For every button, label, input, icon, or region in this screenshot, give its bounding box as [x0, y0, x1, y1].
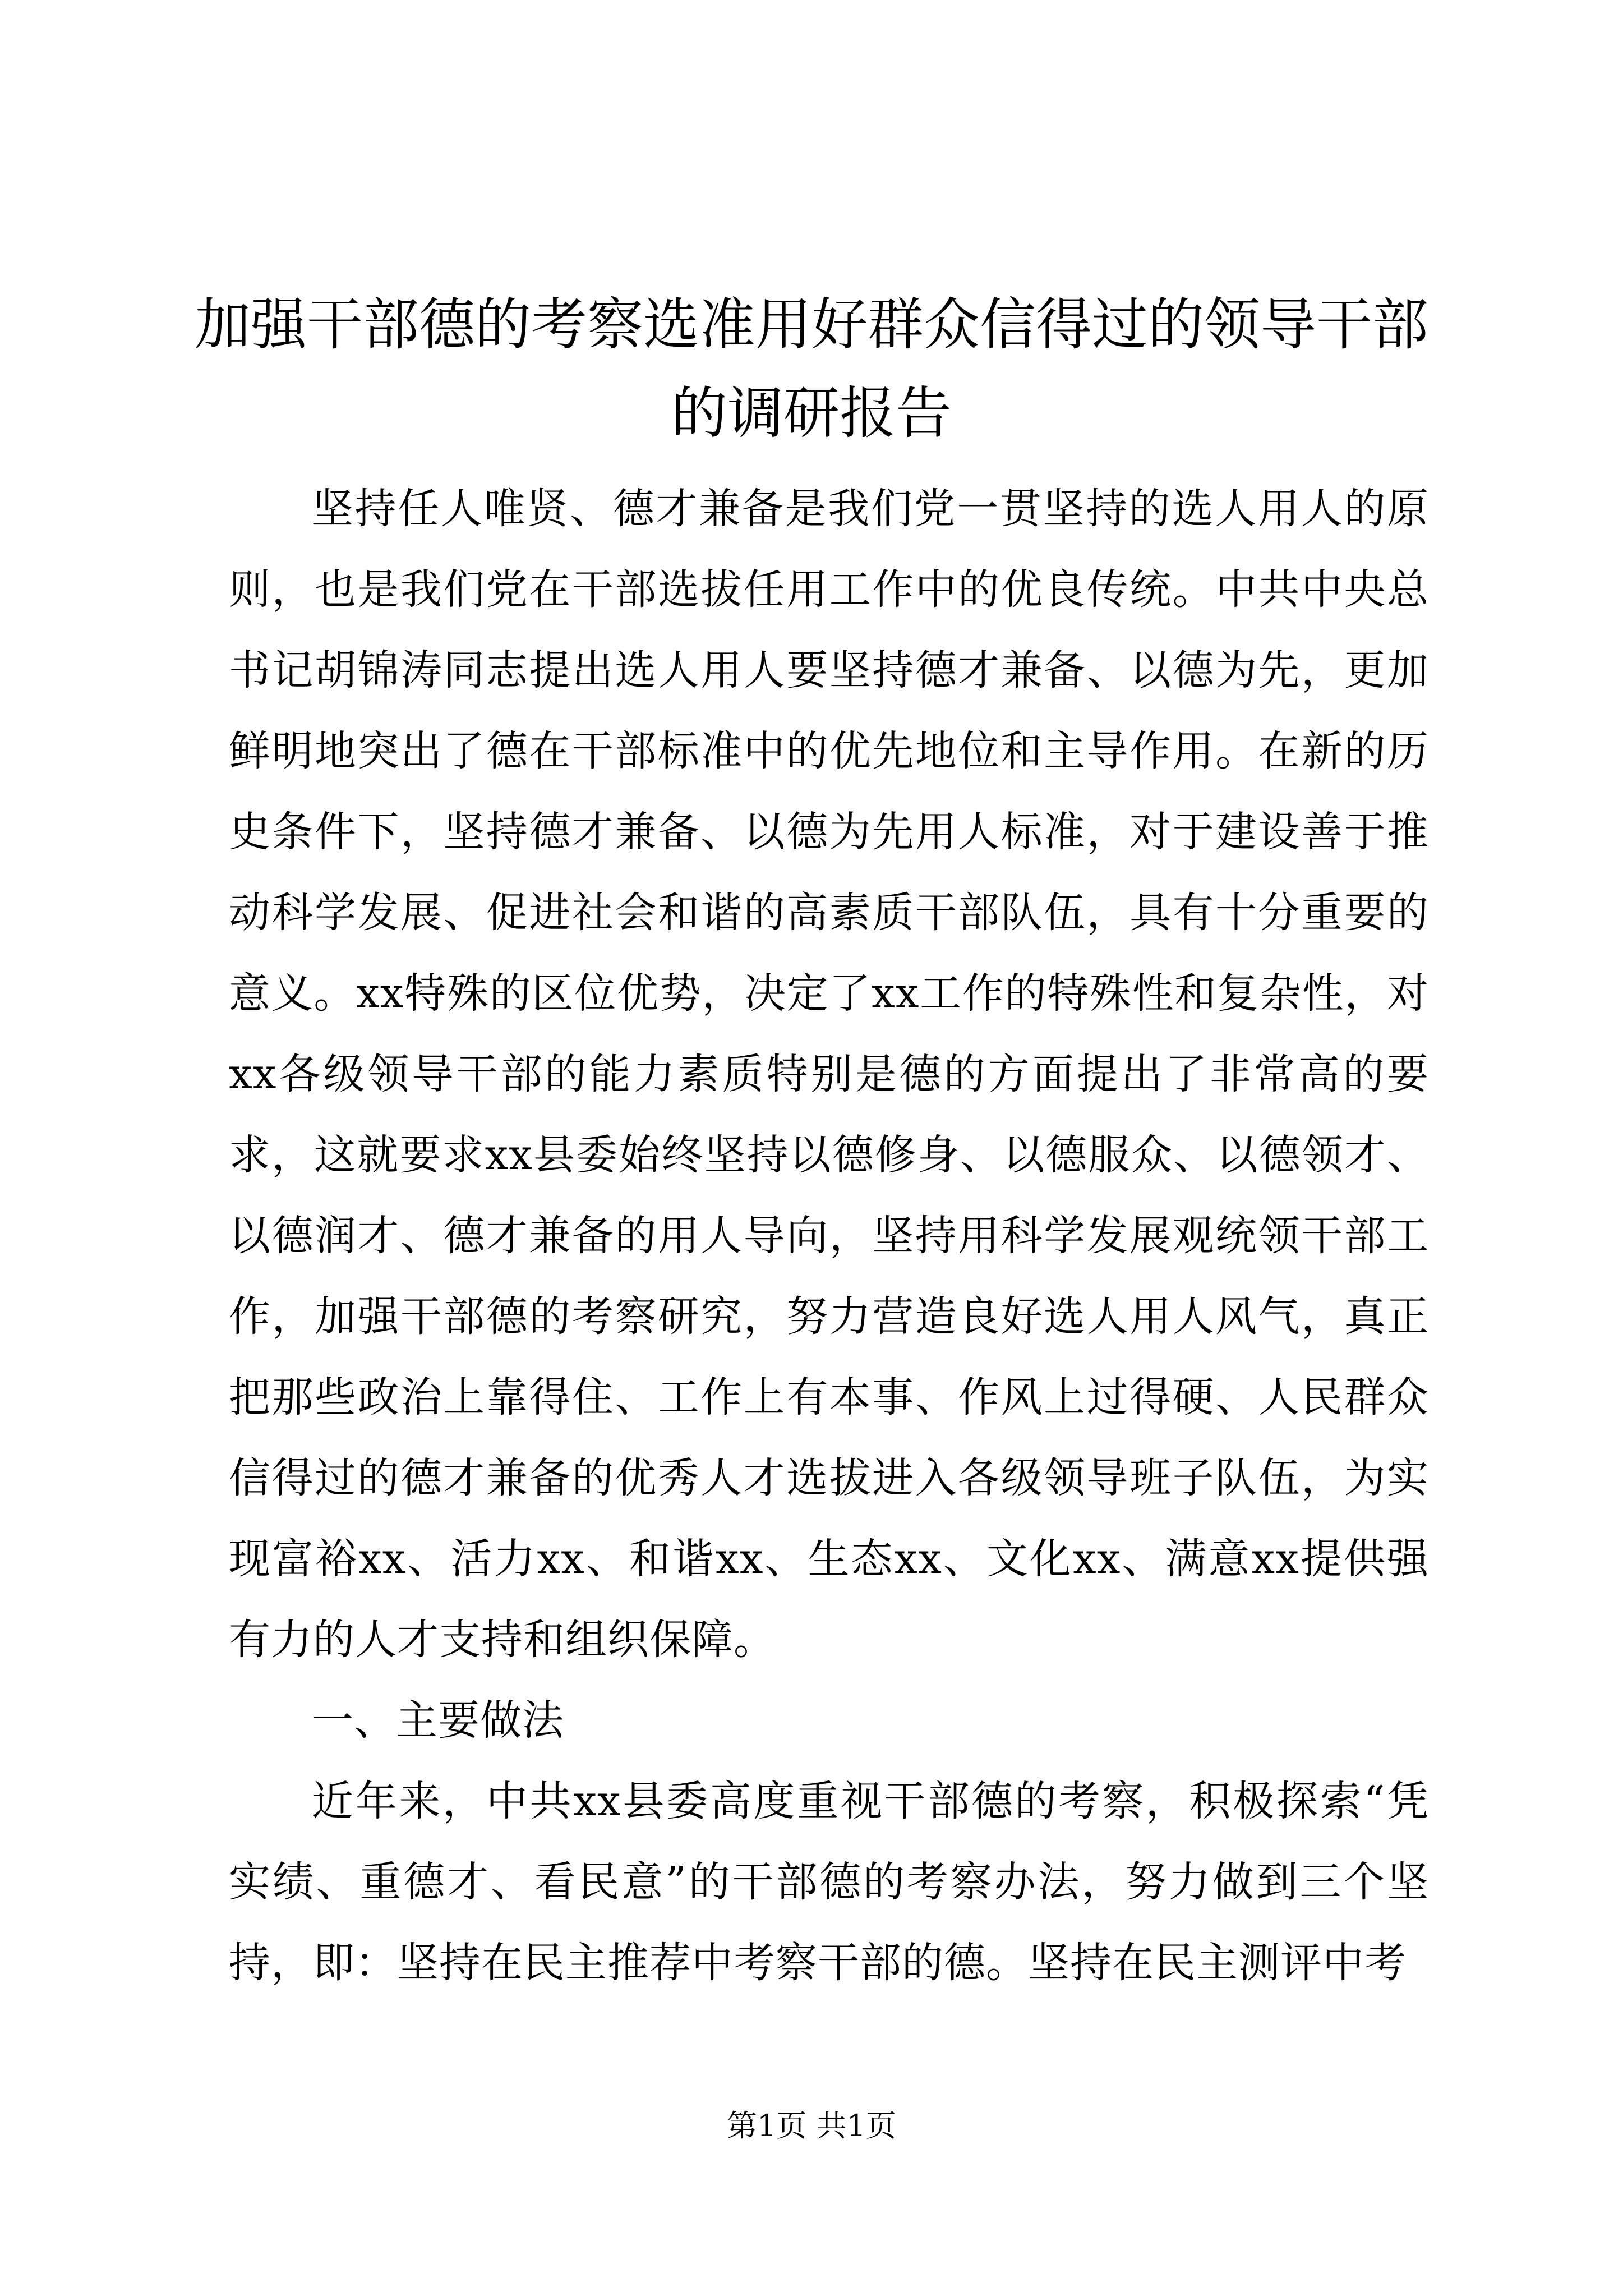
document-title: 加强干部德的考察选准用好群众信得过的领导干部的调研报告	[195, 292, 1428, 446]
document-body	[229, 468, 1429, 2003]
page-footer: 第1页 共1页	[727, 2108, 896, 2143]
paragraph-intro: 坚持任人唯贤、德才兼备是我们党一贯坚持的选人用人的原则，也是我们党在干部选拔任用工作中的优良传统。中共中央总书记胡锦涛同志提出选人用人要坚持德才兼备、以德为先，更加鲜明地突出了德在干部标准中的优先地位和主导作用。在新的历史条件下，坚持德才兼备、以德为先用人标准，对于建设善于推动科学发展、促进社会和谐的高素质干部队伍，具有十分重要的意义。xx特殊的区位优势，决定了xx工作的特殊性和复杂性，对xx各级领导干部的能力素质特别是德的方面提出了非常高的要求，这就要求xx县委始终坚持以德修身、以德服众、以德领才、以德润才、德才兼备的用人导向，坚持用科学发展观统领干部工作，加强干部德的考察研究，努力营造良好选人用人风气，真正把那些政治上靠得住、工作上有本事、作风上过得硬、人民群众信得过的德才兼备的优秀人才选拔进入各级领导班子队伍，为实现富裕xx、活力xx、和谐xx、生态xx、文化xx、满意xx提供强有力的人才支持和组织保障。	[229, 485, 1429, 1664]
paragraph-main-practices: 近年来，中共xx县委高度重视干部德的考察，积极探索“凭实绩、重德才、看民意”的干部德的考察办法，努力做到三个坚持，即：坚持在民主推荐中考察干部的德。坚持在民主测评中考	[229, 1777, 1429, 1987]
section-heading: 一、主要做法	[312, 1696, 564, 1745]
